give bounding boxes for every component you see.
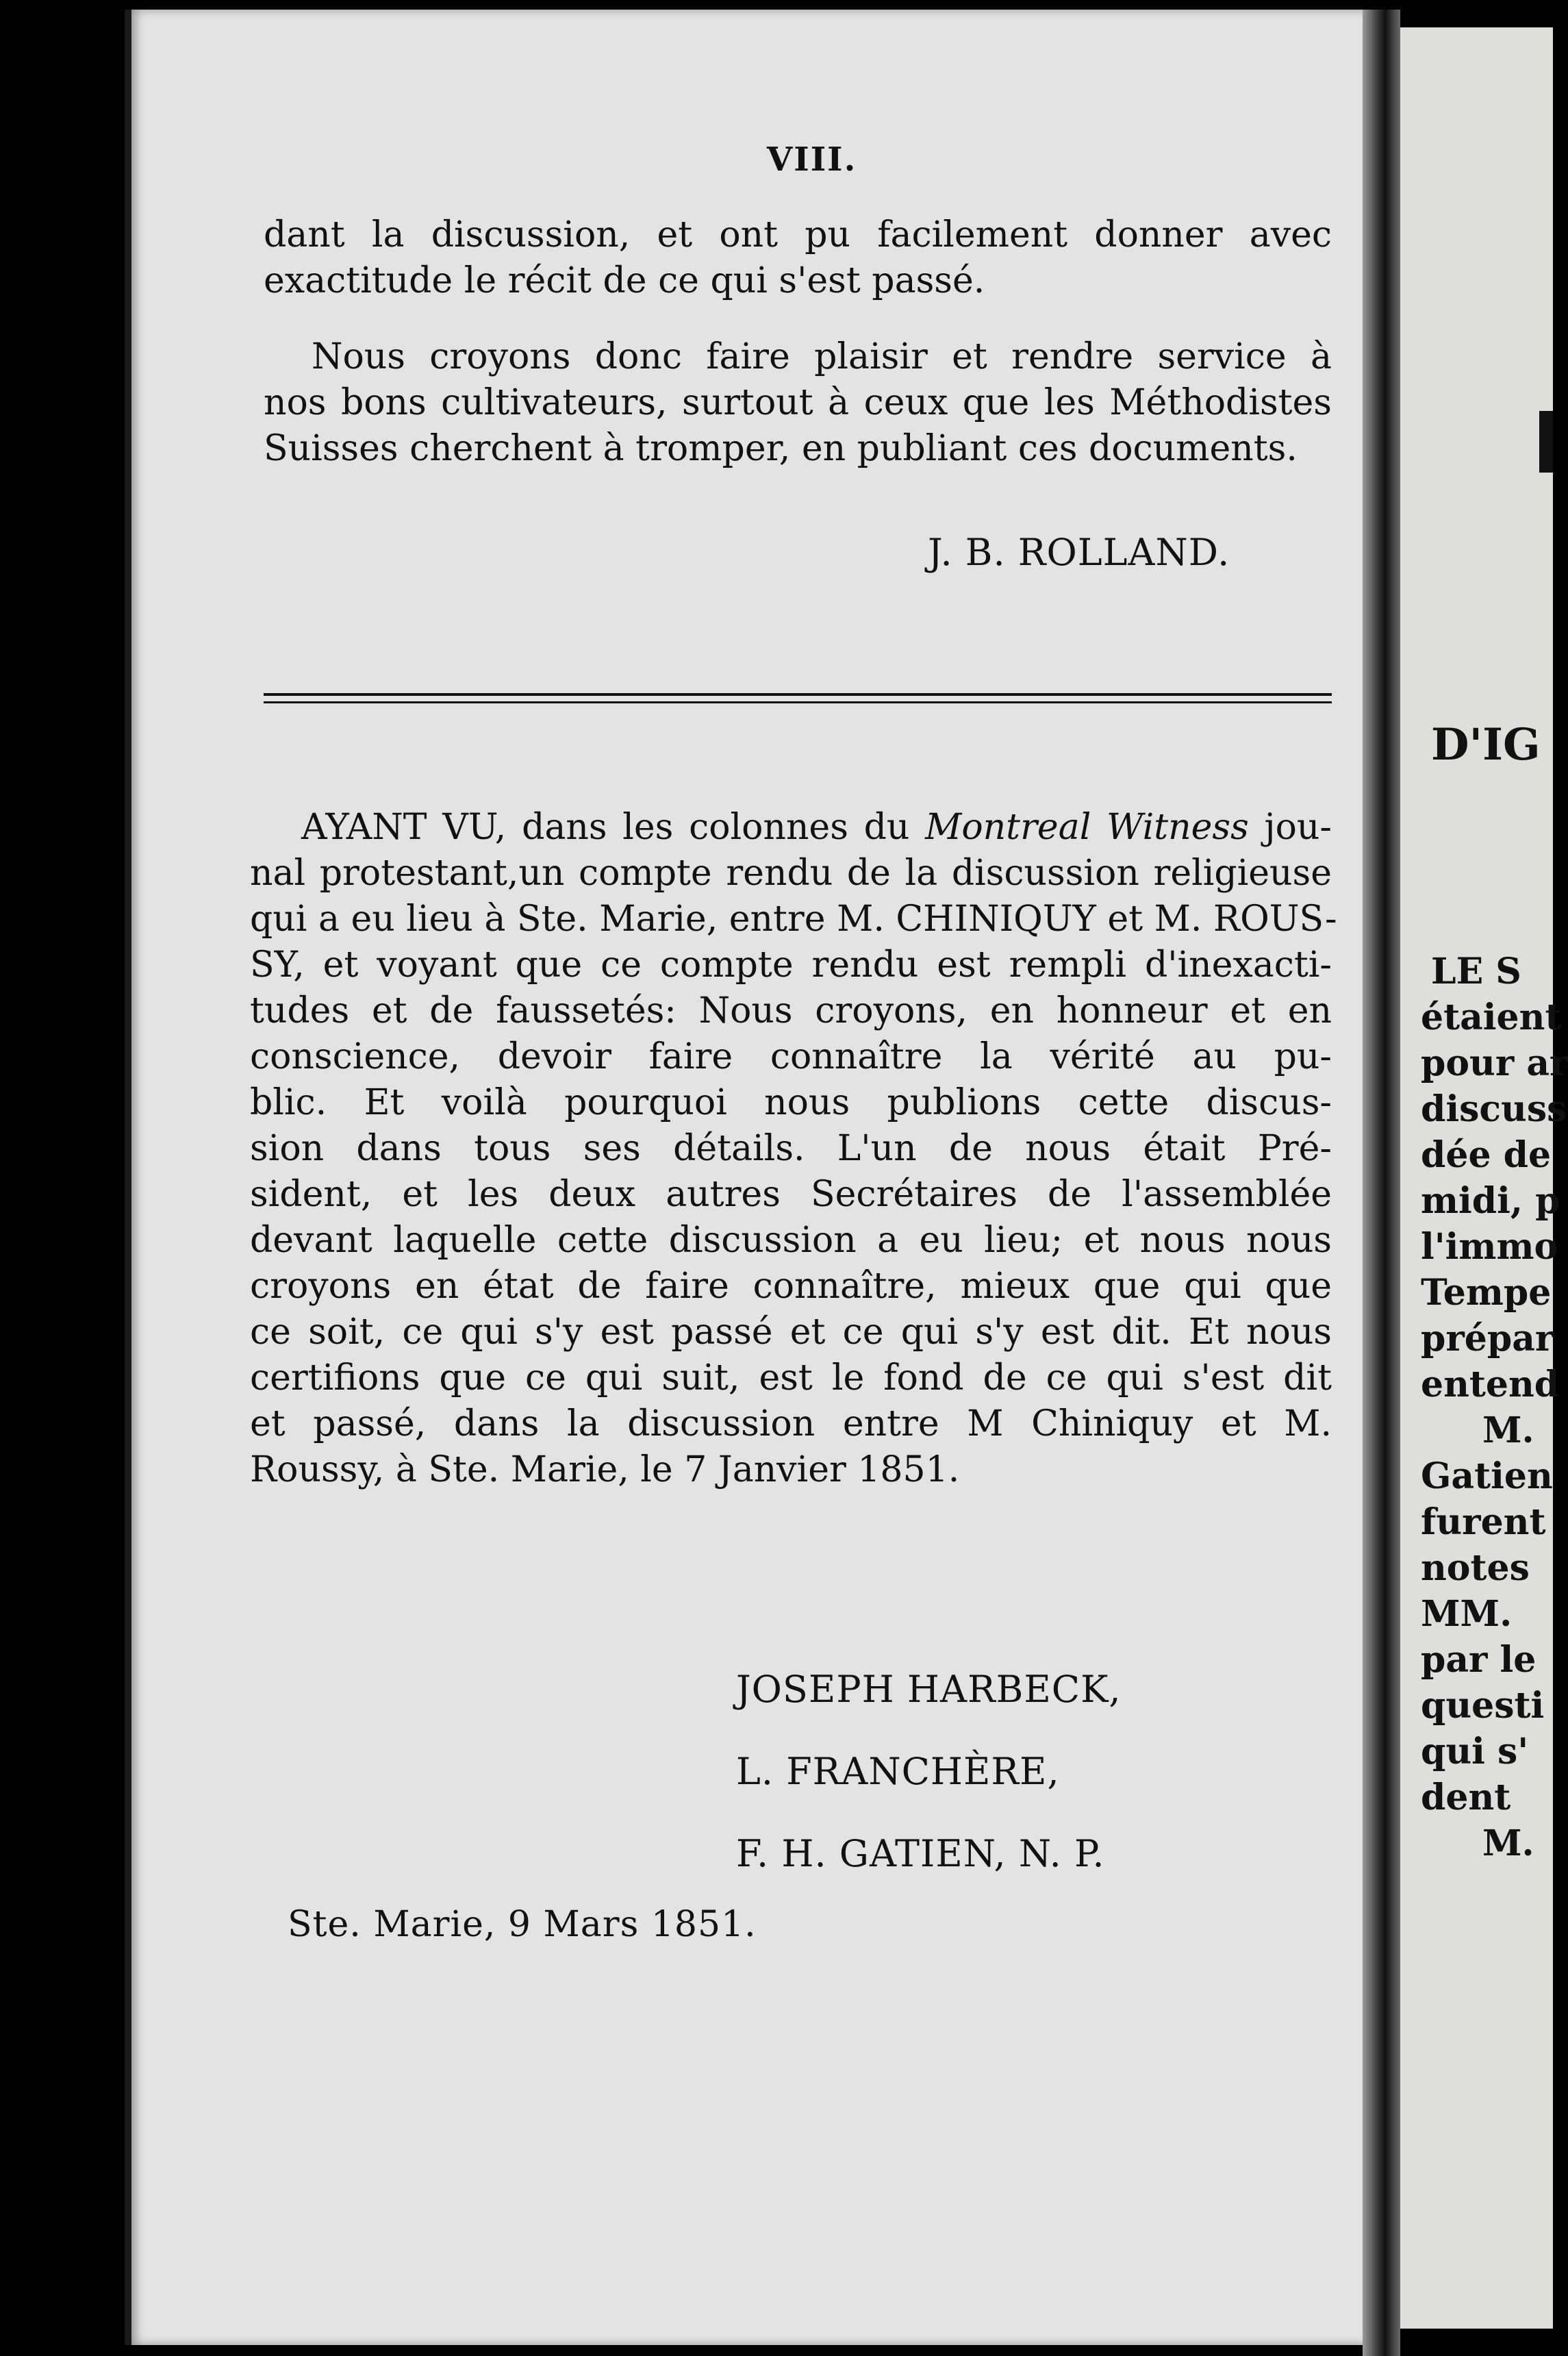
facing-line: entend bbox=[1421, 1364, 1560, 1405]
facing-line: Tempe bbox=[1421, 1272, 1552, 1314]
text-line: croyons en état de faire connaître, mieux que qui que bbox=[250, 1266, 1332, 1307]
signatory-harbeck: JOSEPH HARBECK, bbox=[736, 1668, 1122, 1711]
main-paragraph bbox=[250, 805, 1337, 1493]
text-line: Nous croyons donc faire plaisir et rendre service à bbox=[312, 336, 1332, 377]
text-line: sion dans tous ses détails. L'un de nous était Pré- bbox=[250, 1128, 1332, 1169]
lead-words: AYANT VU, bbox=[301, 807, 507, 848]
facing-line: par le bbox=[1421, 1639, 1537, 1681]
book-gutter bbox=[1363, 10, 1400, 2356]
facing-line: MM. bbox=[1421, 1593, 1513, 1635]
journal-title: Montreal Witness bbox=[925, 807, 1249, 848]
service-paragraph bbox=[264, 334, 1332, 472]
facing-page-heading: D'IG bbox=[1431, 719, 1541, 770]
text-line: tudes et de faussetés: Nous croyons, en honneur et en bbox=[250, 990, 1332, 1031]
facing-line: questi bbox=[1421, 1685, 1545, 1727]
text-line: et passé, dans la discussion entre M Chiniquy et M. bbox=[250, 1403, 1332, 1444]
text-line: nos bons cultivateurs, surtout à ceux que les Méthodistes bbox=[264, 382, 1332, 423]
facing-line: midi, p bbox=[1421, 1180, 1560, 1222]
page-number: VIII. bbox=[767, 140, 857, 179]
facing-line: M. bbox=[1482, 1409, 1534, 1451]
place-date: Ste. Marie, 9 Mars 1851. bbox=[288, 1904, 757, 1945]
facing-line: Gatien bbox=[1421, 1455, 1553, 1497]
text-line: dant la discussion, et ont pu facilement donner avec bbox=[264, 214, 1332, 255]
text-line: SY, et voyant que ce compte rendu est rempli d'inexacti- bbox=[250, 944, 1332, 986]
facing-line: l'immo bbox=[1421, 1226, 1558, 1268]
double-rule-bottom bbox=[264, 701, 1332, 703]
facing-line: discuss bbox=[1421, 1088, 1567, 1130]
facing-page-ink-mark bbox=[1539, 411, 1553, 473]
facing-line: dent bbox=[1421, 1777, 1511, 1818]
facing-line: LE S bbox=[1431, 951, 1521, 992]
text-line: certifions que ce qui suit, est le fond de ce qui s'est dit bbox=[250, 1357, 1332, 1399]
text-line: ce soit, ce qui s'y est passé et ce qui s'y est dit. Et nous bbox=[250, 1312, 1332, 1353]
text-line: devant laquelle cette discussion a eu lieu; et nous nous bbox=[250, 1220, 1332, 1261]
intro-paragraph bbox=[264, 212, 1332, 304]
facing-line: prépar bbox=[1421, 1318, 1554, 1359]
text-line: exactitude le récit de ce qui s'est passé. bbox=[264, 260, 985, 301]
facing-page-text bbox=[1421, 949, 1568, 1866]
text-line: blic. Et voilà pourquoi nous publions cette discus- bbox=[250, 1082, 1332, 1123]
facing-line: M. bbox=[1482, 1822, 1534, 1864]
text-line: nal protestant,un compte rendu de la discussion religieuse bbox=[250, 853, 1332, 894]
text-line: conscience, devoir faire connaître la vérité au pu- bbox=[250, 1036, 1332, 1077]
signatory-gatien: F. H. GATIEN, N. P. bbox=[736, 1832, 1105, 1875]
signature-rolland: J. B. ROLLAND. bbox=[928, 531, 1230, 574]
text-line: qui a eu lieu à Ste. Marie, entre M. CHINIQUY et M. ROUS- bbox=[250, 899, 1337, 940]
facing-line: furent bbox=[1421, 1501, 1546, 1543]
text-line bbox=[250, 805, 1332, 851]
text-segment: jou- bbox=[1248, 807, 1332, 848]
facing-line: dée de bbox=[1421, 1134, 1552, 1176]
text-line: sident, et les deux autres Secrétaires de l'assemblée bbox=[250, 1174, 1332, 1215]
facing-line: notes bbox=[1421, 1547, 1530, 1589]
facing-line: qui s' bbox=[1421, 1731, 1529, 1772]
signatory-franchere: L. FRANCHÈRE, bbox=[736, 1750, 1060, 1793]
text-line: Suisses cherchent à tromper, en publiant ces documents. bbox=[264, 428, 1298, 469]
facing-line: pour ar bbox=[1421, 1042, 1568, 1084]
text-line: Roussy, à Ste. Marie, le 7 Janvier 1851. bbox=[250, 1449, 960, 1490]
facing-line: étaient bbox=[1421, 997, 1562, 1038]
text-segment: dans les colonnes du bbox=[506, 807, 926, 848]
double-rule-top bbox=[264, 693, 1332, 696]
